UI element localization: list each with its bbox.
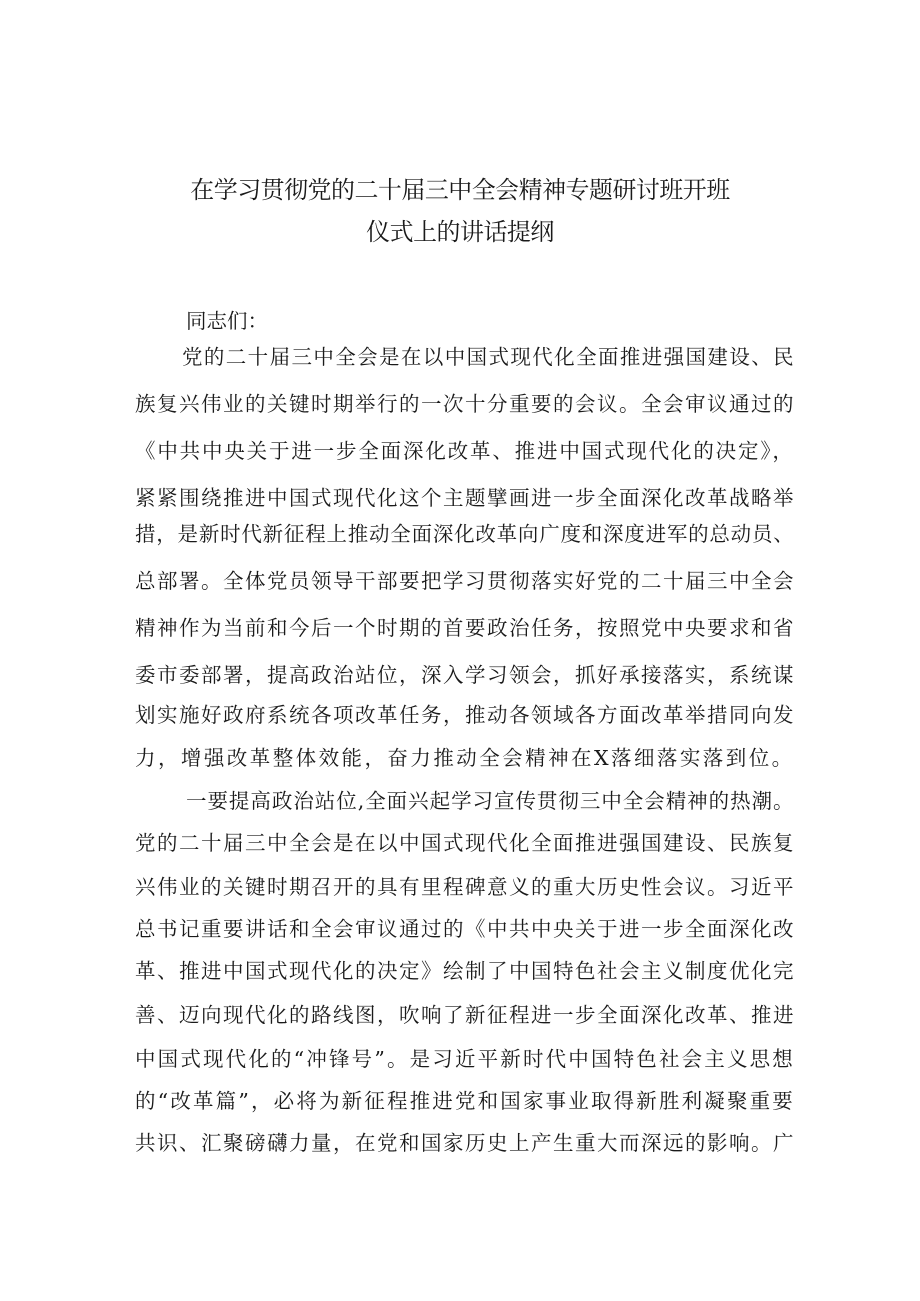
body-line: 紧紧围绕推进中国式现代化这个主题擘画进一步全面深化改革战略举 [135, 486, 795, 510]
body-line: 《中共中央关于进一步全面深化改革、推进中国式现代化的决定》， [135, 439, 795, 463]
body-line: 划实施好政府系统各项改革任务，推动各领域各方面改革举措同向发 [135, 703, 795, 727]
body-line: 措，是新时代新征程上推动全面深化改革向广度和深度进军的总动员、 [135, 522, 795, 546]
body-line: 总部署。全体党员领导干部要把学习贯彻落实好党的二十届三中全会 [135, 569, 795, 593]
body-line: 共识、汇聚磅礴力量，在党和国家历史上产生重大而深远的影响。广 [135, 1131, 795, 1155]
body-line: 族复兴伟业的关键时期举行的一次十分重要的会议。全会审议通过的 [135, 392, 795, 416]
document-title-line-2: 仪式上的讲话提纲 [366, 218, 554, 246]
body-line: 中国式现代化的“冲锋号”。是习近平新时代中国特色社会主义思想 [135, 1047, 795, 1071]
body-line: 精神作为当前和今后一个时期的首要政治任务，按照党中央要求和省 [135, 616, 795, 640]
body-line: 革、推进中国式现代化的决定》绘制了中国特色社会主义制度优化完 [135, 959, 795, 983]
body-line: 党的二十届三中全会是在以中国式现代化全面推进强国建设、民 [182, 345, 795, 369]
body-line: 力，增强改革整体效能，奋力推动全会精神在X落细落实落到位。 [135, 746, 795, 770]
body-line: 总书记重要讲话和全会审议通过的《中共中央关于进一步全面深化改 [135, 917, 795, 941]
body-line: 委市委部署，提高政治站位，深入学习领会，抓好承接落实，系统谋 [135, 663, 795, 687]
body-line: 善、迈向现代化的路线图，吹响了新征程进一步全面深化改革、推进 [135, 1003, 795, 1027]
body-line: 的“改革篇”，必将为新征程推进党和国家事业取得新胜利凝聚重要 [135, 1089, 795, 1113]
salutation: 同志们： [186, 309, 268, 333]
body-line: 兴伟业的关键时期召开的具有里程碑意义的重大历史性会议。习近平 [135, 875, 795, 899]
body-line: 一要提高政治站位,全面兴起学习宣传贯彻三中全会精神的热潮。 [186, 789, 795, 813]
document-title-line-1: 在学习贯彻党的二十届三中全会精神专题研讨班开班 [190, 176, 730, 204]
document-body [135, 0, 795, 1301]
body-line: 党的二十届三中全会是在以中国式现代化全面推进强国建设、民族复 [135, 831, 795, 855]
